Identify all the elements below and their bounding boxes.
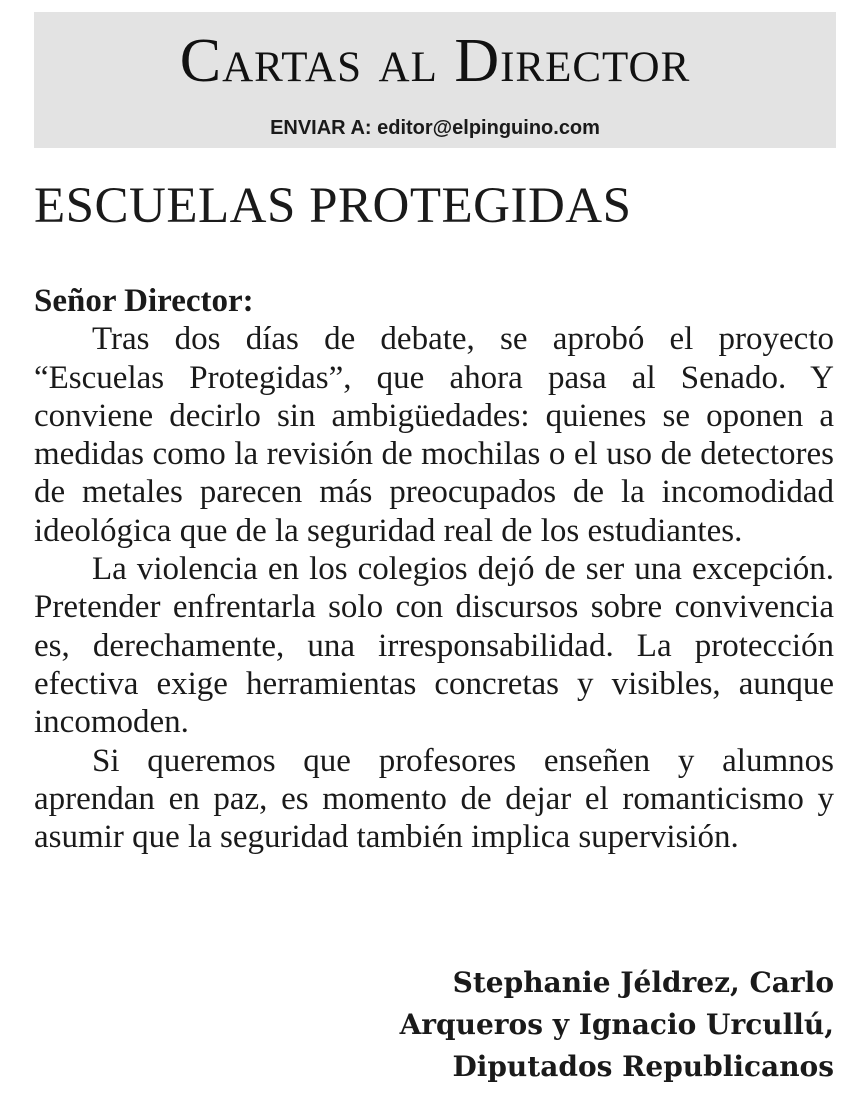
letter-paragraph-2: La violencia en los colegios dejó de ser una excepción. Pretender enfrentarla solo con discursos sobre convivencia es, derechamente, una irresponsabilidad. La protección efectiva exige herramientas concretas y visibles, aunque incomoden. xyxy=(34,551,834,741)
letter-signature xyxy=(234,962,834,1088)
section-title: Cartas al Director xyxy=(179,27,691,95)
signature-line-1: Stephanie Jéldrez, Carlo xyxy=(452,966,834,999)
signature-line-3: Diputados Republicanos xyxy=(452,1050,834,1083)
send-to-email: ENVIAR A: editor@elpinguino.com xyxy=(270,117,600,139)
letter-body xyxy=(34,282,834,856)
signature-line-2: Arqueros y Ignacio Urcullú, xyxy=(399,1008,834,1041)
letter-paragraph-1: Tras dos días de debate, se aprobó el proyecto “Escuelas Protegidas”, que ahora pasa al Senado. Y conviene decirlo sin ambigüedades: quienes se oponen a medidas como la revisión de mochilas o el uso de detectores de metales parecen más preocupados de la incomodidad ideológica que de la seguridad real de los estudiantes. xyxy=(34,321,834,549)
letter-salutation: Señor Director: xyxy=(34,283,254,319)
letter-headline: ESCUELAS PROTEGIDAS xyxy=(34,178,632,234)
letter-paragraph-3: Si queremos que profesores enseñen y alumnos aprendan en paz, es momento de dejar el romanticismo y asumir que la seguridad también implica supervisión. xyxy=(34,742,834,856)
section-header xyxy=(34,12,836,148)
